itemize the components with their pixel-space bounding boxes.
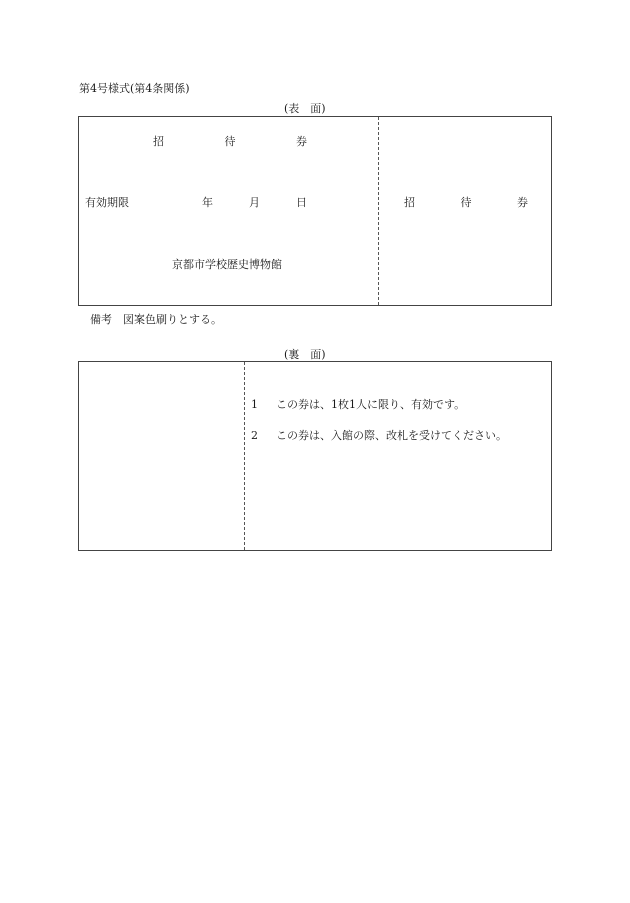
form-title: 第4号様式(第4条関係) — [79, 82, 190, 95]
tear-title — [404, 194, 528, 210]
stub-title-char: 券 — [296, 135, 307, 148]
perforation-line — [244, 362, 245, 550]
year-unit: 年 — [202, 196, 213, 209]
tear-title-char: 招 — [404, 196, 415, 209]
front-caption: (表 面) — [284, 102, 326, 115]
stub-title-char: 招 — [153, 135, 164, 148]
stub-title — [153, 133, 307, 149]
day-unit: 日 — [296, 196, 307, 209]
perforation-line — [378, 117, 379, 305]
tear-title-char: 券 — [517, 196, 528, 209]
validity-date — [202, 194, 307, 210]
terms-item-number: 2 — [251, 429, 258, 442]
terms-item-text: この券は、1枚1人に限り、有効です。 — [276, 398, 466, 411]
note: 備考 図案色刷りとする。 — [90, 313, 222, 326]
terms-item-number: 1 — [251, 398, 258, 411]
terms-item — [251, 427, 507, 443]
month-unit: 月 — [249, 196, 260, 209]
terms-item-text: この券は、入館の際、改札を受けてください。 — [276, 429, 507, 442]
issuer-name: 京都市学校歴史博物館 — [172, 258, 282, 271]
validity-label: 有効期限 — [85, 196, 129, 209]
back-ticket — [78, 361, 552, 551]
terms-item — [251, 396, 465, 412]
stub-title-char: 待 — [224, 135, 236, 148]
front-ticket — [78, 116, 552, 306]
back-caption: (裏 面) — [284, 348, 326, 361]
tear-title-char: 待 — [460, 196, 472, 209]
